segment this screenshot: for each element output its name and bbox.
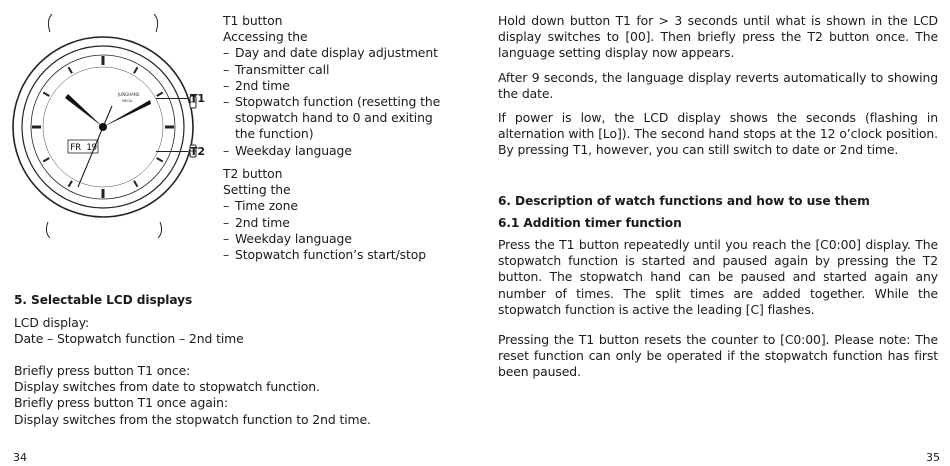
text-line: Date – Stopwatch function – 2nd time [14, 331, 244, 347]
page-number-left: 34 [13, 451, 27, 464]
text-line: Briefly press button T1 once again: [14, 395, 228, 411]
list-item: – Day and date display adjustment [223, 45, 438, 61]
section6-1-heading: 6.1 Addition timer function [498, 216, 682, 230]
brand-text: JUNGHANS [118, 92, 140, 97]
list-item: – Stopwatch function (resetting the stopwatch hand to 0 and exiting the function) [223, 94, 441, 142]
t2-callout-label: T2 [190, 145, 205, 158]
t1-button-block [223, 13, 451, 159]
list-item: – 2nd time [223, 214, 290, 230]
t2-button-block [223, 166, 451, 263]
t1-title: T1 button [223, 13, 283, 28]
t1-list [223, 45, 451, 158]
right-top-paragraphs [498, 13, 938, 159]
hand-pivot [99, 123, 107, 131]
text-line: LCD display: [14, 315, 90, 330]
section5-lcd-lines [14, 315, 454, 347]
t2-leader [156, 151, 188, 152]
list-item: – Transmitter call [223, 61, 330, 77]
text-line: Display switches from date to stopwatch function. [14, 379, 320, 395]
watch-illustration [10, 14, 220, 238]
page-number-right: 35 [926, 451, 940, 464]
paragraph: If power is low, the LCD display shows the seconds (flashing in alternation with [Lo]). The second hand stops at the 12 o’clock position. By pressing T1, however, you can still switch to date or 2nd time. [498, 110, 938, 158]
paragraph: Hold down button T1 for > 3 seconds until what is shown in the LCD display switches to [00]. Then briefly press the T2 button once. The language setting display now appears. [498, 13, 938, 61]
list-item: – Weekday language [223, 142, 352, 158]
t1-leader [156, 98, 188, 99]
text-line: Briefly press button T1 once: [14, 363, 191, 378]
t1-subtitle: Accessing the [223, 29, 308, 45]
t1-callout-label: T1 [190, 92, 205, 105]
paragraph: Pressing the T1 button resets the counter to [C0:00]. Please note: The reset function can only be operated if the stopwatch function has first been paused. [498, 332, 938, 380]
paragraph: After 9 seconds, the language display reverts automatically to showing the date. [498, 69, 938, 101]
paragraph: Press the T1 button repeatedly until you reach the [C0:00] display. The stopwatch function is started and paused again by pressing the T2 button. The stopwatch hand can be paused and started again any number of times. The split times are added together. While the stopwatch function is active the leading [C] flashes. [498, 237, 938, 317]
list-item: – Weekday language [223, 230, 352, 246]
list-item: – 2nd time [223, 77, 290, 93]
text-line: Display switches from the stopwatch function to 2nd time. [14, 411, 371, 427]
section5-heading: 5. Selectable LCD displays [14, 293, 193, 307]
list-item: – Time zone [223, 198, 298, 214]
list-item: – Stopwatch function’s start/stop [223, 247, 427, 263]
lcd-readout: FR 19 [70, 143, 98, 153]
section5-press-lines [14, 363, 454, 428]
t2-subtitle: Setting the [223, 182, 291, 198]
t2-list [223, 198, 451, 263]
section6-heading: 6. Description of watch functions and how to use them [498, 194, 870, 208]
t2-title: T2 button [223, 166, 283, 181]
logo-text: MEGA [122, 99, 133, 103]
section6-paragraphs [498, 237, 938, 381]
